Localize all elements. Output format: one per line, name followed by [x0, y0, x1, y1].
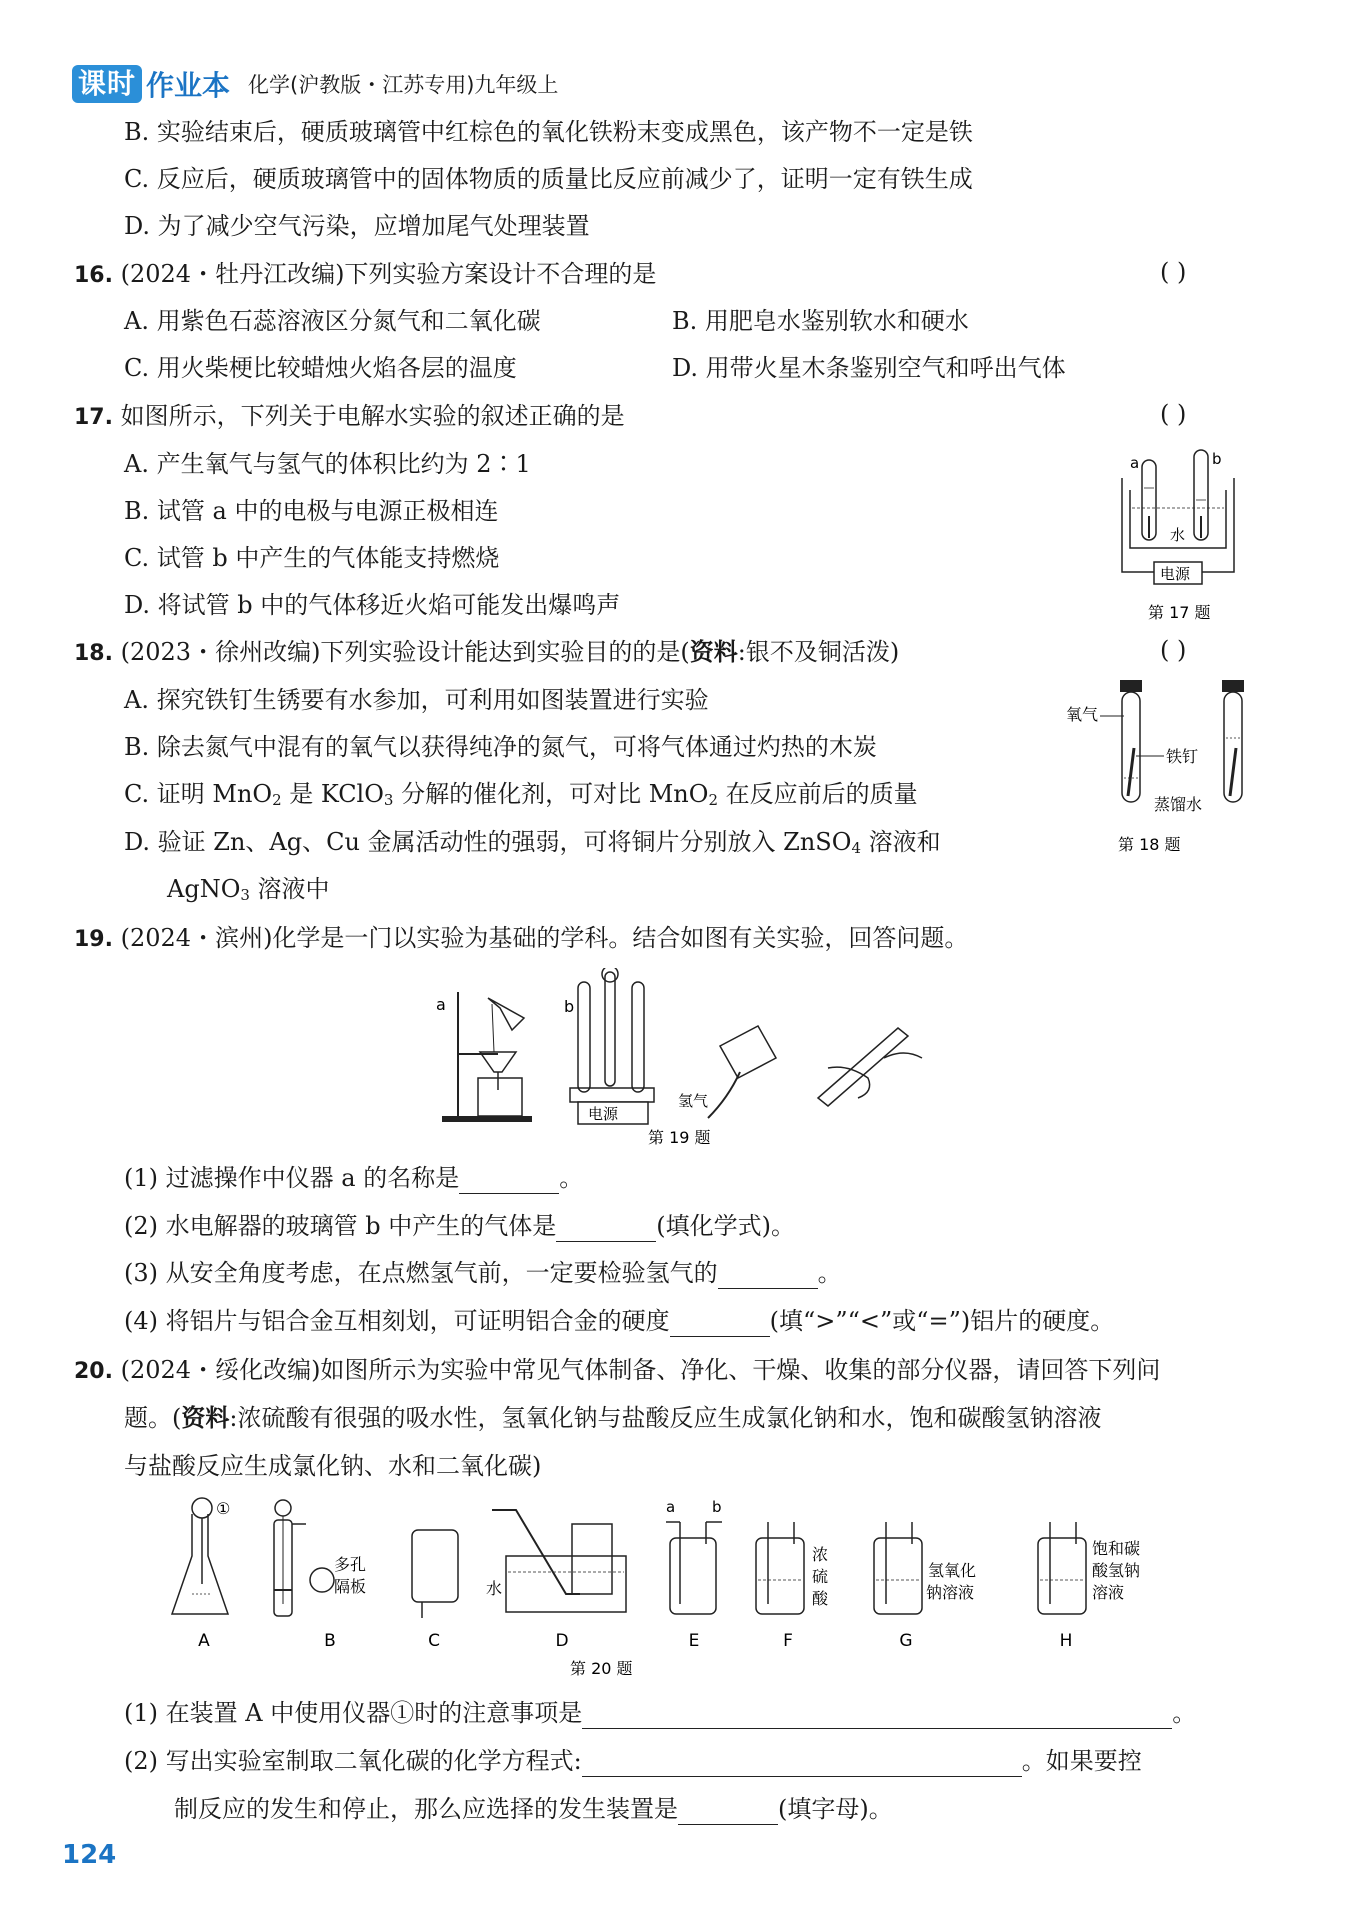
q18-stem-bold: 资料	[689, 637, 738, 666]
q18-c-part: C. 证明 MnO	[124, 780, 273, 808]
fig20-label-E: E	[688, 1631, 700, 1651]
page-number: 124	[62, 1840, 117, 1870]
q19-sub2-tail: (填化学式)。	[656, 1212, 795, 1240]
fig20-h2so4-label3: 酸	[812, 1589, 829, 1608]
question-number: 19.	[74, 927, 113, 952]
fig19-hydrogen-label: 氢气	[678, 1092, 709, 1110]
q19-sub2	[124, 1210, 795, 1242]
answer-blank[interactable]	[459, 1169, 559, 1194]
q18-stem-tail: :银不及铜活泼)	[737, 638, 900, 666]
q18-c-sub: 3	[383, 791, 394, 809]
fig20-label-b: b	[712, 1498, 722, 1516]
q20-sub1-tail: 。	[1172, 1699, 1197, 1727]
q15-option-b: B. 实验结束后，硬质玻璃管中红棕色的氧化铁粉末变成黑色，该产物不一定是铁	[124, 118, 973, 146]
q18-stem: (2023・徐州改编)下列实验设计能达到实验目的的是(	[120, 638, 690, 666]
q20-sub2-text: (2) 写出实验室制取二氧化碳的化学方程式:	[124, 1747, 582, 1775]
q18-c-sub: 2	[708, 791, 718, 809]
fig18-caption: 第 18 题	[1118, 835, 1181, 854]
fig19-power-label: 电源	[588, 1105, 619, 1123]
q18-d-part: AgNO	[167, 875, 241, 903]
q20-apparatus-figure	[170, 1494, 1200, 1684]
q18-option-d	[124, 826, 941, 864]
fig20-porous-label2: 隔板	[334, 1577, 367, 1596]
fig17-caption: 第 17 题	[1148, 603, 1211, 622]
q18-option-a: A. 探究铁钉生锈要有水参加，可利用如图装置进行实验	[124, 686, 709, 714]
fig17-power-label: 电源	[1160, 565, 1191, 583]
fig17-label-b: b	[1212, 450, 1222, 468]
fig20-nahco3-label3: 溶液	[1092, 1583, 1125, 1602]
q19-sub1-text: (1) 过滤操作中仪器 a 的名称是	[124, 1164, 460, 1192]
fig20-label-C: C	[428, 1631, 440, 1651]
answer-blank[interactable]	[670, 1312, 770, 1337]
question-number: 20.	[74, 1359, 113, 1384]
q19-sub2-text: (2) 水电解器的玻璃管 b 中产生的气体是	[124, 1212, 557, 1240]
header	[72, 64, 558, 104]
fig20-label-D: D	[555, 1631, 569, 1651]
q17-option-d: D. 将试管 b 中的气体移近火焰可能发出爆鸣声	[124, 591, 621, 619]
q19-stem-line	[74, 922, 968, 956]
q18-d-sub: 3	[240, 886, 250, 904]
q20-sub2b-tail: (填字母)。	[778, 1795, 893, 1823]
q20-stem-line1	[74, 1354, 1160, 1388]
q20-sub2-tail: 。如果要控	[1021, 1747, 1142, 1775]
fig19-label-b: b	[564, 997, 575, 1016]
answer-blank[interactable]	[556, 1217, 656, 1242]
fig20-label-B: B	[324, 1631, 336, 1651]
q20-stem2-text: :浓硫酸有很强的吸水性，氢氧化钠与盐酸反应生成氯化钠和水，饱和碳酸氢钠溶液	[229, 1404, 1102, 1432]
q16-option-a: A. 用紫色石蕊溶液区分氮气和二氧化碳	[124, 307, 541, 335]
answer-paren: ( )	[1160, 636, 1187, 664]
q18-option-c	[124, 778, 918, 816]
q20-stem-line3: 与盐酸反应生成氯化钠、水和二氧化碳)	[124, 1452, 542, 1480]
q19-sub3-text: (3) 从安全角度考虑，在点燃氢气前，一定要检验氢气的	[124, 1259, 718, 1287]
q15-option-c: C. 反应后，硬质玻璃管中的固体物质的质量比反应前减少了，证明一定有铁生成	[124, 165, 973, 193]
q18-c-sub: 2	[272, 791, 282, 809]
logo-text: 作业本	[146, 69, 231, 102]
fig20-h2so4-label1: 浓	[812, 1545, 829, 1564]
q16-option-d: D. 用带火星木条鉴别空气和呼出气体	[672, 354, 1066, 382]
q20-stem-line2	[124, 1402, 1101, 1434]
q20-stem1: (2024・绥化改编)如图所示为实验中常见气体制备、净化、干燥、收集的部分仪器，请回答下列问	[120, 1356, 1161, 1384]
q17-stem-line	[74, 400, 625, 434]
q16-option-c: C. 用火柴梗比较蜡烛火焰各层的温度	[124, 354, 517, 382]
q17-stem: 如图所示，下列关于电解水实验的叙述正确的是	[120, 402, 625, 430]
fig20-label-F: F	[783, 1631, 793, 1651]
fig20-naoh-label2: 钠溶液	[926, 1583, 975, 1602]
fig18-water-label: 蒸馏水	[1154, 795, 1203, 814]
q18-d-part: D. 验证 Zn、Ag、Cu 金属活动性的强弱，可将铜片分别放入 ZnSO	[124, 828, 852, 856]
answer-blank[interactable]	[718, 1264, 818, 1289]
fig20-nahco3-label1: 饱和碳	[1092, 1539, 1141, 1558]
q19-stem: (2024・滨州)化学是一门以实验为基础的学科。结合如图有关实验，回答问题。	[120, 924, 969, 952]
q19-sub4-tail: (填“>”“<”或“=”)铝片的硬度。	[769, 1307, 1115, 1335]
q20-stem2-text: 题。(	[124, 1404, 182, 1432]
fig20-h2so4-label2: 硫	[812, 1567, 829, 1586]
answer-blank[interactable]	[678, 1800, 778, 1825]
answer-paren: ( )	[1160, 258, 1187, 286]
fig20-label-A: A	[198, 1631, 210, 1651]
fig20-water-label: 水	[486, 1579, 503, 1598]
q18-d-part: 溶液和	[860, 828, 941, 856]
fig20-label-G: G	[899, 1631, 913, 1651]
fig17-label-a: a	[1130, 454, 1140, 472]
q19-sub3	[124, 1257, 842, 1289]
q17-option-b: B. 试管 a 中的电极与电源正极相连	[124, 497, 499, 525]
q20-sub1-text: (1) 在装置 A 中使用仪器①时的注意事项是	[124, 1699, 583, 1727]
answer-blank[interactable]	[582, 1704, 1172, 1729]
q17-option-c: C. 试管 b 中产生的气体能支持燃烧	[124, 544, 500, 572]
q20-stem2-bold: 资料	[181, 1403, 230, 1432]
q18-c-part: 分解的催化剂，可对比 MnO	[393, 780, 709, 808]
fig20-nahco3-label2: 酸氢钠	[1092, 1561, 1141, 1580]
nail-rust-figure	[1062, 678, 1272, 868]
answer-blank[interactable]	[582, 1752, 1022, 1777]
q18-option-d-cont	[167, 873, 330, 911]
fig19-label-a: a	[436, 995, 446, 1014]
q19-sub1	[124, 1162, 583, 1194]
fig17-water-label: 水	[1170, 526, 1186, 544]
question-number: 18.	[74, 641, 113, 666]
fig20-caption: 第 20 题	[570, 1659, 633, 1678]
fig20-label-H: H	[1059, 1631, 1073, 1651]
fig20-label-a: a	[666, 1498, 676, 1516]
fig18-nail-label: 铁钉	[1166, 747, 1199, 766]
q20-sub2-cont	[174, 1793, 893, 1825]
question-number: 17.	[74, 405, 113, 430]
q20-sub2	[124, 1745, 1142, 1777]
q19-sub3-tail: 。	[817, 1259, 842, 1287]
q18-c-part: 在反应前后的质量	[717, 780, 918, 808]
q17-option-a: A. 产生氧气与氢气的体积比约为 2∶1	[124, 450, 531, 478]
question-number: 16.	[74, 263, 113, 288]
book-subtitle: 化学(沪教版・江苏专用)九年级上	[248, 73, 559, 97]
q19-experiments-figure	[428, 968, 948, 1148]
q19-sub4-text: (4) 将铝片与铝合金互相刻划，可证明铝合金的硬度	[124, 1307, 670, 1335]
fig20-label-one: ①	[216, 1499, 231, 1518]
logo-box: 课时	[72, 65, 142, 103]
q16-option-b: B. 用肥皂水鉴别软水和硬水	[672, 307, 969, 335]
q15-option-d: D. 为了减少空气污染，应增加尾气处理装置	[124, 212, 590, 240]
q18-stem-line	[74, 636, 899, 670]
q20-sub1	[124, 1697, 1196, 1729]
fig19-caption: 第 19 题	[648, 1128, 711, 1147]
q19-sub4	[124, 1305, 1114, 1337]
q20-sub2b-text: 制反应的发生和停止，那么应选择的发生装置是	[174, 1795, 678, 1823]
q18-c-part: 是 KClO	[281, 780, 384, 808]
q18-d-sub: 4	[851, 839, 861, 857]
fig20-porous-label1: 多孔	[334, 1555, 367, 1574]
q18-d-part: 溶液中	[249, 875, 330, 903]
q16-stem: (2024・牡丹江改编)下列实验方案设计不合理的是	[120, 260, 657, 288]
q16-stem-line	[74, 258, 656, 292]
q18-option-b: B. 除去氮气中混有的氧气以获得纯净的氮气，可将气体通过灼热的木炭	[124, 733, 877, 761]
electrolysis-figure	[1108, 440, 1278, 640]
answer-paren: ( )	[1160, 400, 1187, 428]
fig20-naoh-label1: 氢氧化	[928, 1561, 977, 1580]
q19-sub1-tail: 。	[559, 1164, 584, 1192]
fig18-oxygen-label: 氧气	[1066, 705, 1099, 724]
